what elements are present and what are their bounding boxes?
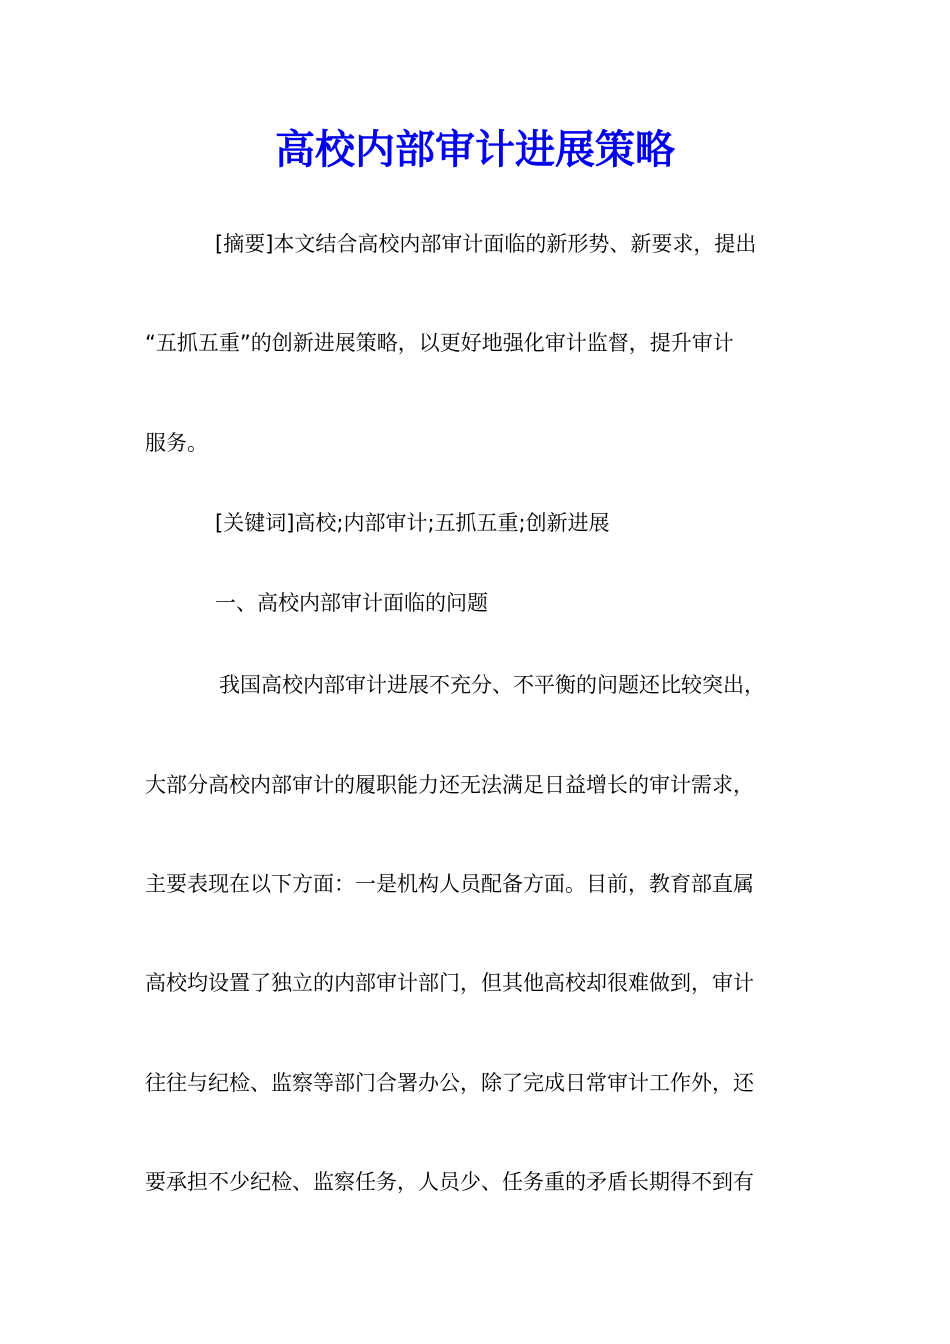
paragraph-line-6: 要承担不少纪检、监察任务，人员少、任务重的矛盾长期得不到有 xyxy=(145,1170,754,1194)
abstract-line-1: [摘要]本文结合高校内部审计面临的新形势、新要求，提出 xyxy=(215,232,757,256)
abstract-line-2: “五抓五重”的创新进展策略，以更好地强化审计监督，提升审计 xyxy=(145,331,734,355)
document-title: 高校内部审计进展策略 xyxy=(275,126,675,173)
abstract-line-3: 服务。 xyxy=(145,431,208,455)
keywords-line: [关键词]高校;内部审计;五抓五重;创新进展 xyxy=(215,511,610,535)
paragraph-line-3: 主要表现在以下方面：一是机构人员配备方面。目前，教育部直属 xyxy=(145,872,754,896)
paragraph-line-1: 我国高校内部审计进展不充分、不平衡的问题还比较突出， xyxy=(219,673,765,697)
paragraph-line-4: 高校均设置了独立的内部审计部门，但其他高校却很难做到，审计 xyxy=(145,971,754,995)
paragraph-line-2: 大部分高校内部审计的履职能力还无法满足日益增长的审计需求， xyxy=(145,773,754,797)
paragraph-line-5: 往往与纪检、监察等部门合署办公，除了完成日常审计工作外，还 xyxy=(145,1071,754,1095)
section-heading: 一、高校内部审计面临的问题 xyxy=(215,591,488,615)
